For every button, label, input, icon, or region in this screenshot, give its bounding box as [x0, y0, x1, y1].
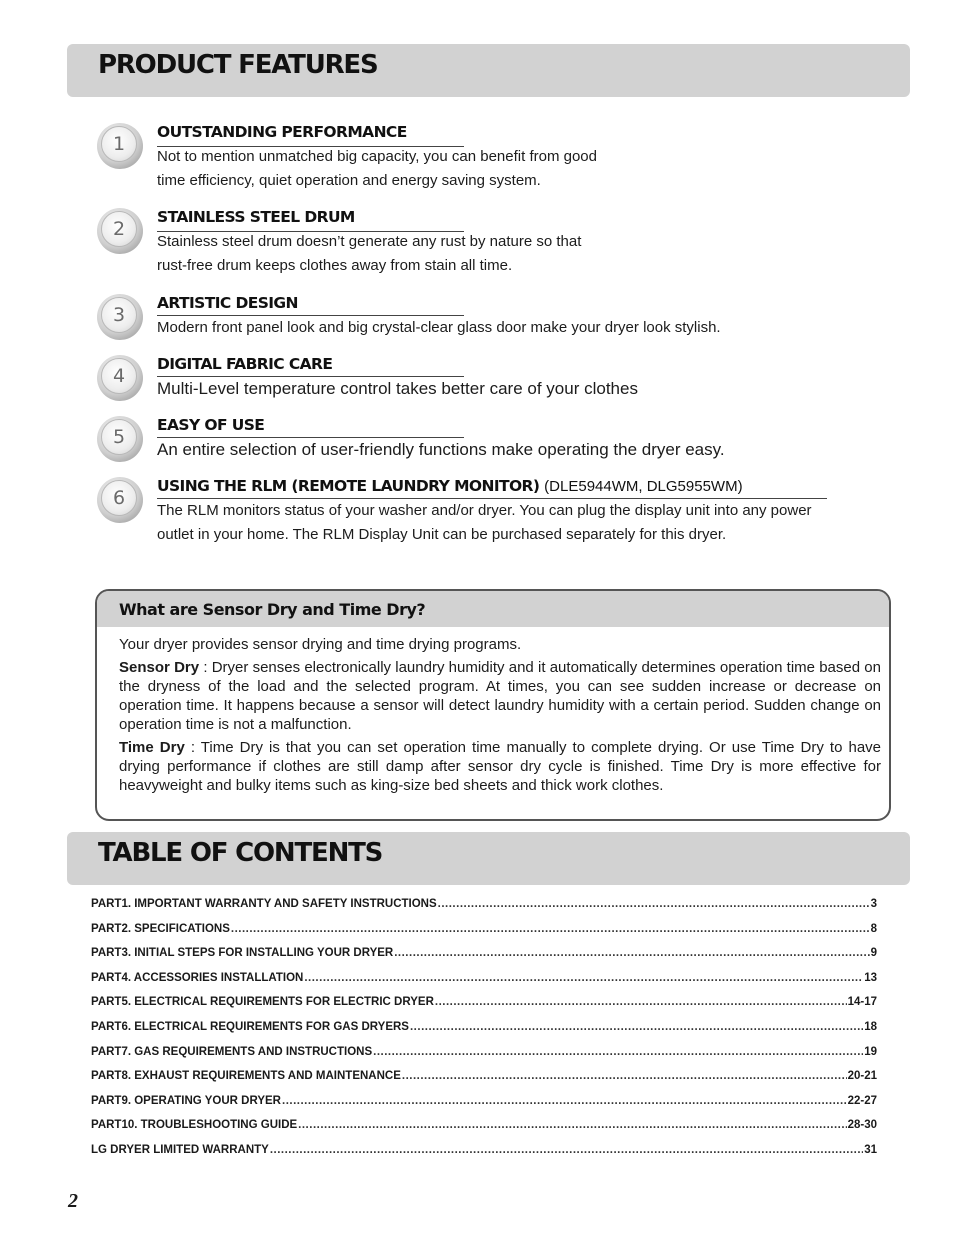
toc-entry-page: 31	[864, 1143, 877, 1156]
toc-entry[interactable]	[91, 996, 877, 1021]
toc-entry-label: PART3. INITIAL STEPS FOR INSTALLING YOUR DRYER	[91, 947, 394, 960]
toc-leader-dots	[298, 1119, 846, 1131]
feature-description-line: outlet in your home. The RLM Display Unit can be purchased separately for this dryer.	[157, 526, 727, 543]
feature-title: EASY OF USE	[157, 416, 265, 434]
feature-title-text: USING THE RLM (REMOTE LAUNDRY MONITOR)	[157, 477, 540, 495]
toc-entry-page: 14-17	[847, 996, 877, 1009]
toc-leader-dots	[402, 1070, 847, 1082]
product-features-banner	[67, 44, 910, 97]
toc-entry-label: PART6. ELECTRICAL REQUIREMENTS FOR GAS DRYERS	[91, 1020, 409, 1033]
toc-entry-label: PART9. OPERATING YOUR DRYER	[91, 1094, 281, 1107]
toc-entry-page: 28-30	[847, 1119, 877, 1132]
toc-leader-dots	[373, 1046, 863, 1058]
sensor-dry-paragraph	[119, 658, 881, 734]
toc-entry-label: PART7. GAS REQUIREMENTS AND INSTRUCTIONS	[91, 1045, 373, 1058]
toc-leader-dots	[282, 1095, 847, 1107]
feature-description-line: The RLM monitors status of your washer and/or dryer. You can plug the display unit into any power	[157, 502, 812, 519]
toc-entry[interactable]	[91, 1021, 877, 1046]
toc-leader-dots	[394, 947, 869, 959]
feature-title: OUTSTANDING PERFORMANCE	[157, 123, 407, 141]
feature-description-line: An entire selection of user-friendly functions make operating the dryer easy.	[157, 440, 725, 459]
feature-title: DIGITAL FABRIC CARE	[157, 355, 333, 373]
toc-entry-label: PART2. SPECIFICATIONS	[91, 922, 230, 935]
feature-description-line: Multi-Level temperature control takes better care of your clothes	[157, 379, 638, 398]
page-number: 2	[68, 1190, 78, 1212]
feature-description-line: rust-free drum keeps clothes away from stain all time.	[157, 257, 513, 274]
toc-leader-dots	[304, 972, 863, 984]
info-box-header	[97, 591, 889, 627]
sensor-dry-label: Sensor Dry	[119, 659, 200, 676]
toc-entry-page: 8	[870, 922, 877, 935]
number-badge-icon: 1	[97, 123, 143, 169]
info-intro: Your dryer provides sensor drying and time drying programs.	[119, 636, 522, 653]
model-numbers: (DLE5944WM, DLG5955WM)	[544, 478, 743, 495]
toc-entry[interactable]	[91, 1070, 877, 1095]
toc-entry[interactable]	[91, 1095, 877, 1120]
toc-entry-label: PART5. ELECTRICAL REQUIREMENTS FOR ELECTRIC DRYER	[91, 996, 434, 1009]
feature-title: STAINLESS STEEL DRUM	[157, 208, 355, 226]
info-box-body	[119, 635, 881, 799]
time-dry-text: : Time Dry is that you can set operation time manually to complete drying. Or use Time Dry to have drying performance if clothes are still damp after sensor dry cycle is finished. Time Dry is more effective for heavyweight and bulky items such as king-size bed sheets and thick work clothes.	[119, 739, 882, 794]
number-badge-icon: 4	[97, 355, 143, 401]
feature-description-line: time efficiency, quiet operation and energy saving system.	[157, 172, 541, 189]
info-box-title: What are Sensor Dry and Time Dry?	[119, 600, 426, 619]
toc-entry-page: 22-27	[847, 1094, 877, 1107]
time-dry-paragraph	[119, 738, 881, 795]
toc-entry-page: 9	[870, 947, 877, 960]
toc-leader-dots	[410, 1021, 863, 1033]
feature-description-line: Modern front panel look and big crystal-clear glass door make your dryer look stylish.	[157, 319, 721, 336]
number-badge-icon: 2	[97, 208, 143, 254]
toc-entry-label: PART1. IMPORTANT WARRANTY AND SAFETY INSTRUCTIONS	[91, 898, 437, 910]
toc-entry[interactable]	[91, 972, 877, 997]
toc-entry[interactable]	[91, 1046, 877, 1071]
number-badge-icon: 3	[97, 294, 143, 340]
toc-entry-page: 13	[864, 971, 877, 984]
toc-leader-dots	[231, 923, 870, 935]
table-of-contents-title: TABLE OF CONTENTS	[98, 838, 383, 868]
feature-description-line: Stainless steel drum doesn’t generate any rust by nature so that	[157, 233, 582, 250]
product-features-title: PRODUCT FEATURES	[98, 50, 378, 80]
toc-entry-label: PART8. EXHAUST REQUIREMENTS AND MAINTENANCE	[91, 1070, 401, 1083]
toc-entry[interactable]	[91, 1119, 877, 1144]
toc-leader-dots	[435, 996, 847, 1008]
toc-entry-label: LG DRYER LIMITED WARRANTY	[91, 1143, 269, 1156]
table-of-contents-banner	[67, 832, 910, 885]
toc-entry-label: PART4. ACCESSORIES INSTALLATION	[91, 971, 304, 984]
number-badge-icon: 6	[97, 477, 143, 523]
time-dry-label: Time Dry	[119, 739, 185, 756]
feature-description-line: Not to mention unmatched big capacity, you can benefit from good	[157, 148, 597, 165]
toc-list	[91, 898, 877, 1169]
feature-title: ARTISTIC DESIGN	[157, 294, 298, 312]
toc-entry[interactable]	[91, 1144, 877, 1169]
toc-entry[interactable]	[91, 898, 877, 923]
toc-entry[interactable]	[91, 947, 877, 972]
number-badge-icon: 5	[97, 416, 143, 462]
sensor-dry-text: : Dryer senses electronically laundry humidity and it automatically determines operation time based on the dryness of the load and the selected program. At times, you can see sudden increase or decrease on operation time. It happens because a sensor will detect laundry humidity with a certain period. Sudden change on operation time is not a malfunction.	[119, 659, 881, 733]
toc-entry-page: 19	[864, 1045, 877, 1058]
toc-leader-dots	[270, 1144, 863, 1156]
toc-entry-label: PART10. TROUBLESHOOTING GUIDE	[91, 1119, 298, 1132]
toc-entry-page: 18	[864, 1020, 877, 1033]
toc-entry-page: 20-21	[847, 1070, 877, 1083]
feature-title	[157, 477, 743, 495]
sensor-dry-info-box	[95, 589, 891, 821]
toc-entry[interactable]	[91, 923, 877, 948]
toc-leader-dots	[438, 898, 870, 910]
toc-entry-page: 3	[870, 898, 877, 910]
